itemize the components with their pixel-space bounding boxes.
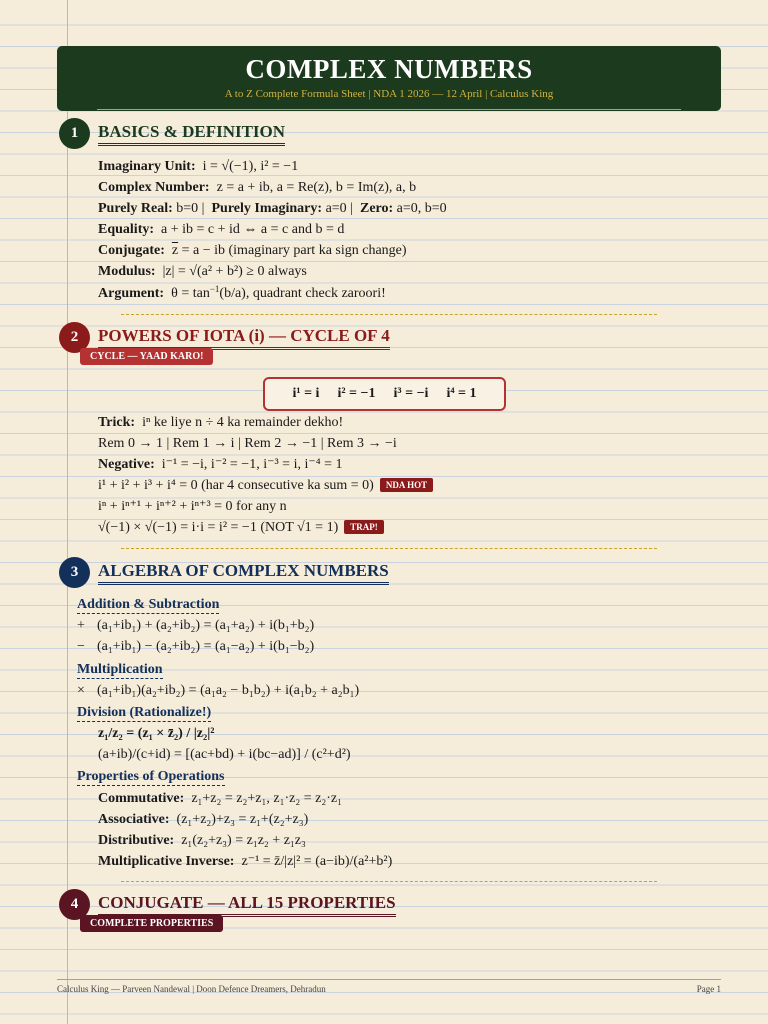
subheading-division: Division (Rationalize!) [77, 705, 212, 720]
special-cases-line [98, 200, 447, 218]
page-title: COMPLEX NUMBERS [245, 54, 533, 84]
line-text: (a₁+ib₁)(a₂+ib₂) = (a₁a₂ − b₁b₂) + i(a₁b₂ + a₂b₁) [97, 683, 360, 698]
line-text: a=0, b=0 [396, 201, 447, 216]
general-sum-line: iⁿ + iⁿ⁺¹ + iⁿ⁺² + iⁿ⁺³ = 0 for any n [98, 499, 287, 514]
line-label: Negative: [98, 457, 155, 472]
line-text: i⁻¹ = −i, i⁻² = −1, i⁻³ = i, i⁻⁴ = 1 [161, 457, 343, 472]
line-label: Associative: [98, 812, 170, 827]
nda-hot-badge: NDA HOT [380, 478, 433, 492]
line-text: iⁿ ke liye n ÷ 4 ka remainder dekho! [142, 415, 344, 430]
times-symbol: × [77, 683, 85, 698]
line-text: a=0 | [325, 201, 353, 216]
line-label: Argument: [98, 286, 165, 301]
trick-line [98, 414, 343, 432]
line-text: z₁+z₂ = z₂+z₁, z₁·z₂ = z₂·z₁ [191, 791, 342, 806]
line-text: b=0 | [176, 201, 205, 216]
line-text: i¹ + i² + i³ + i⁴ = 0 (har 4 consecutive ka sum = 0) [98, 478, 374, 493]
line-text: θ = tan [171, 286, 210, 301]
iota-power-2: i² = −1 [337, 386, 376, 401]
section-title: CONJUGATE — ALL 15 PROPERTIES [98, 893, 396, 917]
line-text: z₁(z₂+z₃) = z₁z₂ + z₁z₃ [181, 833, 306, 848]
line-text: z⁻¹ = z̄/|z|² = (a−ib)/(a²+b²) [241, 854, 393, 869]
section-divider [121, 548, 657, 549]
line-label: Distributive: [98, 833, 175, 848]
notebook-margin-line [67, 0, 68, 1024]
section-number: 2 [59, 322, 90, 353]
line-label: Complex Number: [98, 180, 210, 195]
division-expanded: (a+ib)/(c+id) = [(ac+bd) + i(bc−ad)] / (c²+d²) [98, 747, 351, 762]
line-label: Purely Real: [98, 201, 173, 216]
line-label: Purely Imaginary: [211, 201, 323, 216]
section-number: 3 [59, 557, 90, 588]
iota-power-3: i³ = −i [393, 386, 429, 401]
line-label: Commutative: [98, 791, 185, 806]
minus-symbol: − [77, 639, 85, 654]
iota-power-1: i¹ = i [292, 386, 320, 401]
line-text: (a₁+ib₁) − (a₂+ib₂) = (a₁−a₂) + i(b₁−b₂) [97, 639, 315, 654]
line-label: Multiplicative Inverse: [98, 854, 235, 869]
line-label: Imaginary Unit: [98, 159, 196, 174]
commutative-line [98, 790, 342, 808]
line-label: Equality: [98, 222, 155, 237]
negative-powers-line [98, 456, 343, 474]
line-text: √(−1) × √(−1) = i·i = i² = −1 (NOT √1 = 1) [98, 520, 339, 535]
section-number: 4 [59, 889, 90, 920]
addition-line [77, 617, 314, 635]
z-bar: $\overline{z}$ [171, 243, 179, 258]
section-divider [121, 881, 657, 882]
line-text: a + ib = c + id ⇔ a = c and b = d [161, 222, 345, 237]
line-label: Zero: [359, 201, 394, 216]
modulus-line [98, 263, 307, 281]
inverse-line [98, 853, 392, 871]
distributive-line [98, 832, 306, 850]
complex-number-line [98, 179, 416, 197]
trap-line [98, 519, 384, 537]
subheading-properties: Properties of Operations [77, 769, 225, 784]
division-formula: z₁/z₂ = (z₁ × z̄₂) / |z₂|² [98, 726, 215, 741]
iota-cycle-box [263, 377, 506, 411]
line-label: Conjugate: [98, 243, 165, 258]
section-title: ALGEBRA OF COMPLEX NUMBERS [98, 561, 389, 585]
iota-power-4: i⁴ = 1 [446, 386, 477, 401]
line-text: (b/a), quadrant check zaroori! [219, 286, 386, 301]
line-text: i = √(−1), i² = −1 [202, 159, 299, 174]
line-label: Trick: [98, 415, 136, 430]
plus-symbol: + [77, 618, 85, 633]
subheading-addition: Addition & Subtraction [77, 597, 220, 612]
line-text: |z| = √(a² + b²) ≥ 0 always [162, 264, 307, 279]
section-tag: COMPLETE PROPERTIES [80, 915, 223, 932]
section-number: 1 [59, 118, 90, 149]
sum-line [98, 477, 433, 495]
section-title: BASICS & DEFINITION [98, 122, 285, 146]
footer-credit: Calculus King — Parveen Nandewal | Doon Defence Dreamers, Dehradun [57, 984, 326, 994]
superscript: −1 [209, 284, 220, 294]
multiplication-line [77, 682, 359, 700]
page-header [57, 46, 721, 111]
argument-line [98, 285, 386, 303]
conjugate-line [98, 242, 407, 260]
footer-rule [57, 979, 721, 980]
line-text: (z₁+z₂)+z₃ = z₁+(z₂+z₃) [176, 812, 309, 827]
imaginary-unit-line [98, 158, 298, 176]
header-rule [97, 109, 681, 110]
associative-line [98, 811, 308, 829]
line-text: z = a + ib, a = Re(z), b = Im(z), a, b [216, 180, 417, 195]
line-text: (a₁+ib₁) + (a₂+ib₂) = (a₁+a₂) + i(b₁+b₂) [97, 618, 315, 633]
subtraction-line [77, 638, 314, 656]
page-number: Page 1 [696, 984, 721, 994]
section-tag: CYCLE — YAAD KARO! [80, 348, 213, 365]
line-label: Modulus: [98, 264, 156, 279]
line-text: = a − ib (imaginary part ka sign change) [181, 243, 407, 258]
subheading-multiplication: Multiplication [77, 662, 163, 677]
equality-line [98, 221, 344, 239]
page-subtitle: A to Z Complete Formula Sheet | NDA 1 2026 — 12 April | Calculus King [224, 88, 554, 100]
trap-badge: TRAP! [344, 520, 384, 534]
remainder-line: Rem 0 → 1 | Rem 1 → i | Rem 2 → −1 | Rem 3 → −i [98, 436, 397, 451]
section-title: POWERS OF IOTA (i) — CYCLE OF 4 [98, 326, 390, 350]
section-divider [121, 314, 657, 315]
